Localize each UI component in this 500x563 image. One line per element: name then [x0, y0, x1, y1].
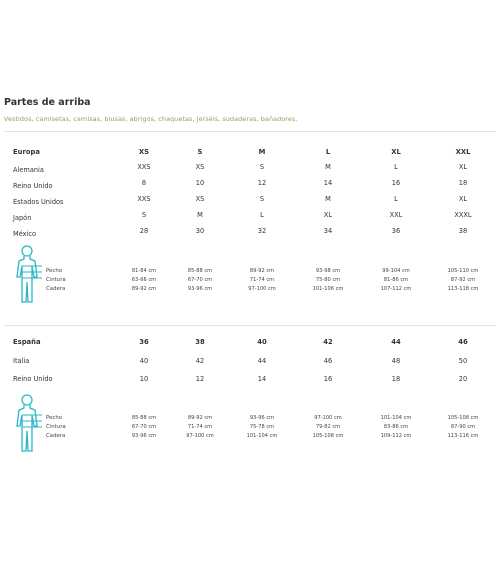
size-cell: 32 — [257, 227, 267, 235]
measure-value: 113-116 cm — [447, 433, 479, 439]
size-cell: S — [141, 211, 147, 219]
measure-value: 89-92 cm — [249, 268, 275, 274]
size-column-header: 36 — [139, 338, 149, 346]
size-cell: XS — [195, 195, 205, 203]
measure-value: 109-112 cm — [380, 433, 412, 439]
measure-value: 83-86 cm — [383, 424, 409, 430]
section-divider — [4, 325, 496, 326]
row-label: Italia — [13, 357, 30, 365]
size-cell: XXS — [137, 195, 151, 203]
measure-value: 97-100 cm — [186, 433, 214, 439]
size-column-header: 46 — [458, 338, 468, 346]
size-cell: XXL — [389, 211, 403, 219]
measure-value: 81-84 cm — [131, 268, 157, 274]
measure-value: 71-74 cm — [249, 277, 275, 283]
size-cell: 12 — [195, 375, 205, 383]
size-cell: 16 — [391, 179, 401, 187]
size-column-header: 38 — [195, 338, 205, 346]
measure-value: 67-70 cm — [187, 277, 213, 283]
size-cell: 12 — [257, 179, 267, 187]
table-header-label: España — [13, 338, 41, 346]
size-column-header: M — [258, 148, 266, 156]
measure-value: 79-82 cm — [315, 424, 341, 430]
measure-value: 97-100 cm — [314, 415, 342, 421]
row-label: Alemania — [13, 166, 44, 174]
size-cell: L — [260, 211, 264, 219]
size-cell: 10 — [139, 375, 149, 383]
size-column-header: 42 — [323, 338, 333, 346]
size-column-header: XS — [138, 148, 150, 156]
size-cell: 50 — [458, 357, 468, 365]
size-cell: 10 — [195, 179, 205, 187]
size-column-header: 40 — [257, 338, 267, 346]
row-label: Reino Unido — [13, 182, 53, 190]
body-figure-icon — [14, 244, 44, 306]
measure-label: Cintura — [46, 277, 66, 283]
size-cell: 36 — [391, 227, 401, 235]
measure-value: 67-70 cm — [131, 424, 157, 430]
size-cell: 48 — [391, 357, 401, 365]
measure-label: Cadera — [46, 286, 66, 292]
measure-label: Cintura — [46, 424, 66, 430]
measure-value: 63-66 cm — [131, 277, 157, 283]
measure-value: 85-88 cm — [131, 415, 157, 421]
size-column-header: L — [325, 148, 331, 156]
measure-value: 93-98 cm — [315, 268, 341, 274]
size-cell: XL — [458, 195, 468, 203]
measure-value: 75-80 cm — [315, 277, 341, 283]
size-cell: 14 — [323, 179, 333, 187]
size-cell: 18 — [391, 375, 401, 383]
measure-value: 105-110 cm — [447, 268, 479, 274]
measure-value: 107-112 cm — [380, 286, 412, 292]
size-cell: 46 — [323, 357, 333, 365]
size-column-header: S — [197, 148, 203, 156]
size-cell: M — [197, 211, 203, 219]
measure-value: 81-86 cm — [383, 277, 409, 283]
table-header-label: Europa — [13, 148, 40, 156]
page-title: Partes de arriba — [4, 97, 91, 108]
size-column-header: 44 — [391, 338, 401, 346]
size-cell: XXS — [137, 163, 151, 171]
size-cell: 14 — [257, 375, 267, 383]
measure-value: 93-96 cm — [187, 286, 213, 292]
body-figure-icon — [14, 393, 44, 455]
measure-value: 101-104 cm — [246, 433, 278, 439]
measure-value: 87-90 cm — [450, 424, 476, 430]
measure-value: 89-92 cm — [187, 415, 213, 421]
measure-value: 113-118 cm — [447, 286, 479, 292]
measure-value: 87-92 cm — [450, 277, 476, 283]
size-cell: XXXL — [454, 211, 472, 219]
size-cell: 8 — [141, 179, 147, 187]
measure-value: 97-100 cm — [248, 286, 276, 292]
size-cell: 42 — [195, 357, 205, 365]
size-cell: 28 — [139, 227, 149, 235]
measure-value: 71-74 cm — [187, 424, 213, 430]
size-cell: 18 — [458, 179, 468, 187]
measure-value: 101-106 cm — [312, 286, 344, 292]
size-cell: 20 — [458, 375, 468, 383]
size-cell: M — [325, 163, 331, 171]
measure-value: 89-92 cm — [131, 286, 157, 292]
measure-value: 93-96 cm — [131, 433, 157, 439]
measure-value: 101-104 cm — [380, 415, 412, 421]
size-cell: 16 — [323, 375, 333, 383]
top-divider — [4, 131, 496, 132]
size-cell: 44 — [257, 357, 267, 365]
size-cell: M — [325, 195, 331, 203]
size-cell: S — [259, 195, 265, 203]
size-cell: 34 — [323, 227, 333, 235]
row-label: Estados Unidos — [13, 198, 64, 206]
measure-label: Pecho — [46, 415, 63, 421]
size-cell: L — [394, 195, 398, 203]
measure-value: 93-96 cm — [249, 415, 275, 421]
size-cell: XS — [195, 163, 205, 171]
measure-label: Pecho — [46, 268, 63, 274]
size-cell: XL — [458, 163, 468, 171]
size-cell: XL — [323, 211, 333, 219]
measure-value: 99-104 cm — [382, 268, 410, 274]
size-cell: 38 — [458, 227, 468, 235]
measure-label: Cadera — [46, 433, 66, 439]
measure-value: 85-88 cm — [187, 268, 213, 274]
page-subtitle: Vestidos, camisetas, camisas, blusas, abrigos, chaquetas, jerséis, sudaderas, bañadores. — [4, 115, 298, 123]
size-cell: L — [394, 163, 398, 171]
row-label: Reino Unido — [13, 375, 53, 383]
size-cell: 40 — [139, 357, 149, 365]
row-label: Japón — [13, 214, 32, 222]
row-label: México — [13, 230, 37, 238]
size-cell: 30 — [195, 227, 205, 235]
size-column-header: XXL — [455, 148, 471, 156]
size-cell: S — [259, 163, 265, 171]
measure-value: 75-78 cm — [249, 424, 275, 430]
size-column-header: XL — [391, 148, 401, 156]
measure-value: 105-108 cm — [312, 433, 344, 439]
measure-value: 105-108 cm — [447, 415, 479, 421]
